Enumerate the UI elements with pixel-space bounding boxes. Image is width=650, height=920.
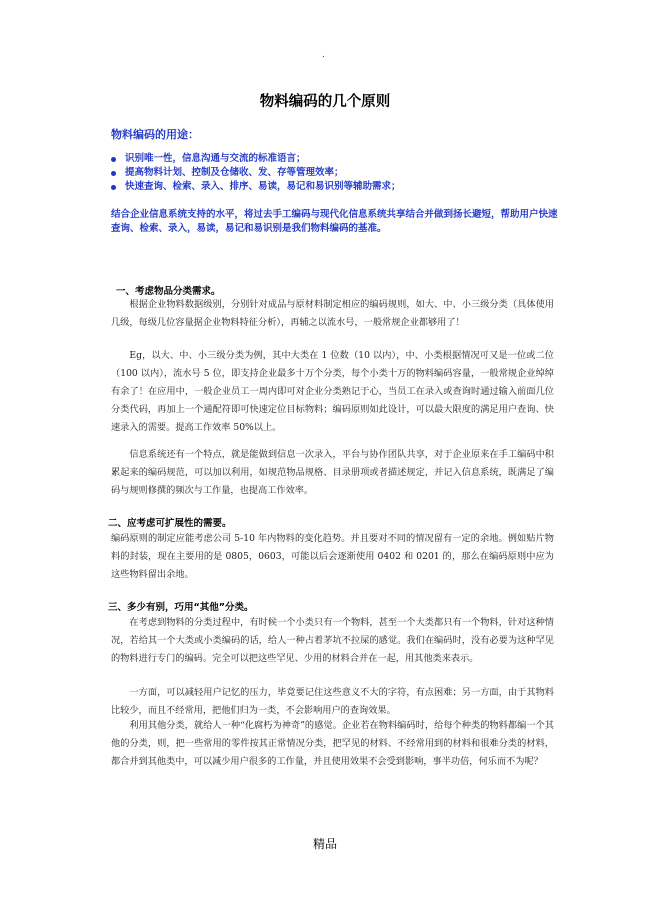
section-1-paragraph: 信息系统还有一个特点，就是能做到信息一次录入，平台与协作团队共享，对于企业原来在手工编码中积累起来的编码规范，可以加以利用，如规范物品规格、目录册项或者描述规定，并记入信息系统，既满足了编码与规则修撰的频次与工作量，也提高工作效率。 <box>111 449 554 496</box>
bullet-icon <box>111 171 116 176</box>
section-1-paragraph: Eg，以大、中、小三级分类为例，其中大类在 1 位数（10 以内），中、小类根据情况可又是一位或二位（100 以内），流水号 5 位，即支持企业最多十万个分类，每个小类十万的物料编码容量，一般常规企业绰绰有余了！在应用中，一般企业员工一周内即可对企业分类熟记于心，当员工在录入或查询时通过输入前面几位分类代码，再加上一个通配符即可快速定位目标物料；编码原则如此设计，可以最大限度的满足用户查询、快速录入的需要。提高工作效率 50%以上。 <box>111 350 554 433</box>
list-item: 识别唯一性，信息沟通与交流的标准语言； <box>111 152 401 166</box>
section-heading-1: 一、考虑物品分类需求。 <box>116 286 221 297</box>
list-item: 快速查询、检索、录入、排序、易读，易记和易识别等辅助需求； <box>111 180 401 194</box>
uses-bullet-list <box>111 152 401 194</box>
section-3-paragraph: 在考虑到物料的分类过程中，有时候一个小类只有一个物料，甚至一个大类都只有一个物料，针对这种情况，若给其一个大类或小类编码的话，给人一种占着茅坑不拉屎的感觉。我们在编码时，没有必要为这种罕见的物料进行专门的编码。完全可以把这些罕见、少用的材料合并在一起，用其他类来表示。 <box>111 617 554 664</box>
document-title: 物料编码的几个原则 <box>259 94 391 110</box>
list-item: 提高物料计划、控制及仓储收、发、存等管理效率； <box>111 166 401 180</box>
header-dot: . <box>322 50 325 60</box>
page-footer: 精品 <box>312 837 337 851</box>
section-1-paragraph: 根据企业物料数据级别，分别针对成品与原材料制定相应的编码规则，如大、中、小三级分类（具体使用几级，每级几位容量据企业物料特征分析），再辅之以流水号，一般常规企业都够用了！ <box>111 299 554 328</box>
section-2-paragraph: 编码原则的制定应能考虑公司 5-10 年内物料的变化趋势。并且要对不同的情况留有一定的余地。例如贴片物料的封装，现在主要用的是 0805，0603，可能以后会逐渐使用 0402 和 0201 的，那么在编码原则中应为这些物料留出余地。 <box>111 533 554 580</box>
uses-heading: 物料编码的用途： <box>111 128 199 141</box>
bullet-icon <box>111 185 116 190</box>
bullet-icon <box>111 157 116 162</box>
section-heading-2: 二、应考虑可扩展性的需要。 <box>108 518 232 529</box>
section-3-paragraph: 利用其他分类，就给人一种“化腐朽为神奇”的感觉。企业若在物料编码时，给每个种类的物料都编一个其他的分类，则，把一些常用的零件按其正常情况分类，把罕见的材料、不经常用到的材料和很难分类的材料，都合并到其他类中，可以减少用户很多的工作量，并且使用效果不会受到影响，事半功倍，何乐而不为呢？ <box>111 720 554 767</box>
section-heading-3: 三、多少有别，巧用“其他”分类。 <box>108 602 254 613</box>
uses-summary: 结合企业信息系统支持的水平，将过去手工编码与现代化信息系统共享结合并做到扬长避短，帮助用户快速查询、检索、录入，易读，易记和易识别是我们物料编码的基准。 <box>111 209 558 234</box>
section-3-paragraph: 一方面，可以减轻用户记忆的压力，毕竟要记住这些意义不大的字符，有点困难；另一方面，由于其物料比较少，而且不经常用，把他们归为一类，不会影响用户的查询效果。 <box>111 687 554 716</box>
